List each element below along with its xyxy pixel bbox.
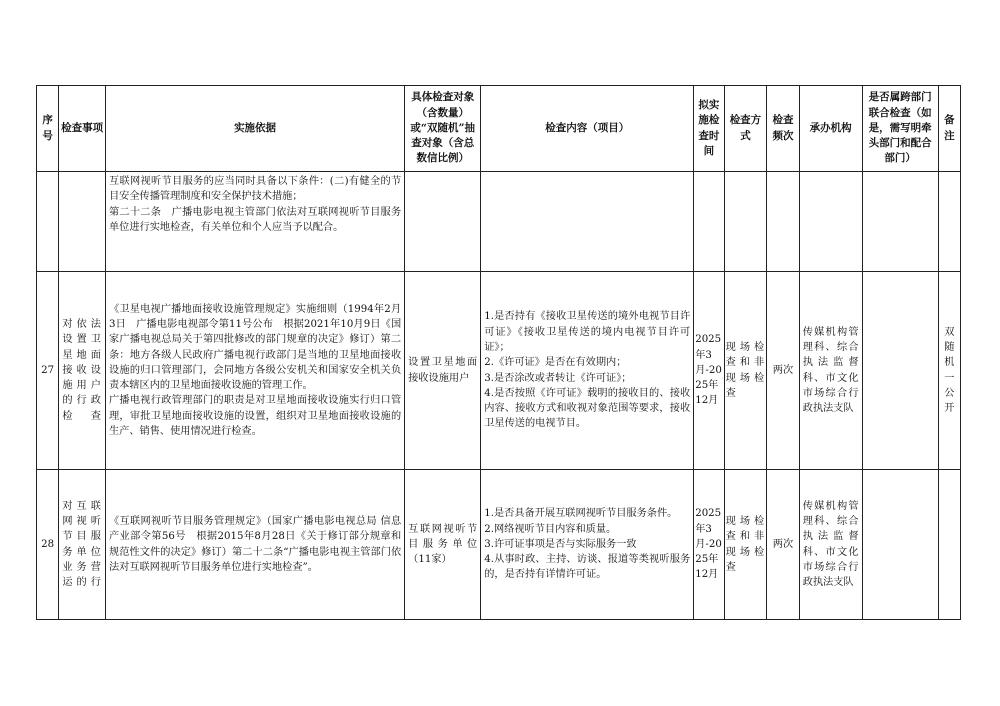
cell-method: 现场检查和非现场检查 xyxy=(724,470,767,620)
table-row xyxy=(37,172,961,272)
header-method: 检查方式 xyxy=(724,86,767,172)
cell-item: 对依法设置卫星地面接收设施用户的行政检查 xyxy=(59,272,106,470)
cell-basis: 互联网视听节目服务的应当同时具备以下条件：(二)有健全的节目安全传播管理制度和安全保护技术措施； 第二十二条 广播电影电视主管部门依法对互联网视听节目服务单位进行实地检查，有关单位和个人应当予以配合。 xyxy=(105,172,404,272)
header-object: 具体检查对象（含数量）或“双随机”抽查对象（含总数信比例） xyxy=(405,86,481,172)
header-freq: 检查频次 xyxy=(767,86,799,172)
header-time: 拟实施检查时间 xyxy=(694,86,724,172)
cell-seq: 28 xyxy=(37,470,59,620)
cell-freq: 两次 xyxy=(767,272,799,470)
cell-note xyxy=(938,172,960,272)
header-seq: 序号 xyxy=(37,86,59,172)
cell-seq: 27 xyxy=(37,272,59,470)
cell-content: 1.是否持有《接收卫星传送的境外电视节目许可证》《接收卫星传送的境内电视节目许可证》； 2.《许可证》是否在有效期内； 3.是否涂改或者转让《许可证》； 4.是否按照《许可证》载明的接收目的、接收内容、接收方式和收视对象范围等要求，接收卫星传送的电视节目。 xyxy=(481,272,694,470)
cell-freq: 两次 xyxy=(767,470,799,620)
cell-joint xyxy=(862,470,938,620)
cell-object: 设置卫星地面接收设施用户 xyxy=(405,272,481,470)
cell-content xyxy=(481,172,694,272)
table-row xyxy=(37,272,961,470)
cell-basis: 《互联网视听节目服务管理规定》（国家广播电影电视总局 信息产业部令第56号 根据2015年8月28日《关于修订部分规章和规范性文件的决定》修订）第二十二条“广播电影电视主管部门依法对互联网视听节目服务单位进行实地检查”。 xyxy=(105,470,404,620)
cell-method xyxy=(724,172,767,272)
header-org: 承办机构 xyxy=(799,86,862,172)
cell-basis xyxy=(105,272,404,470)
cell-freq xyxy=(767,172,799,272)
basis-paragraph: 《卫星电视广播地面接收设施管理规定》实施细则（1994年2月3日 广播电影电视部令第11号公布 根据2021年10月9日《国家广播电视总局关于第四批修改的部门规章的决定》修订）第二条：地方各级人民政府广播电视行政部门是当地的卫星地面接收设施的归口管理部门，会同地方各级公安机关和国家安全机关负责本辖区内的卫星地面接收设施的管理工作。 xyxy=(108,303,402,392)
header-basis: 实施依据 xyxy=(105,86,404,172)
cell-note: 双随机一公开 xyxy=(938,272,960,470)
header-item: 检查事项 xyxy=(59,86,106,172)
cell-object xyxy=(405,172,481,272)
header-row xyxy=(37,86,961,172)
basis-paragraph: 广播电视行政管理部门的职责是对卫星地面接收设施实行归口管理，审批卫星地面接收设施的设置，组织对卫星地面接收设施的生产、销售、使用情况进行检查。 xyxy=(108,395,402,438)
cell-content: 1.是否具备开展互联网视听节目服务条件。 2.网络视听节目内容和质量。 3.许可证事项是否与实际服务一致 4.从事时政、主持、访谈、报道等类视听服务的，是否持有详情许可证。 xyxy=(481,470,694,620)
cell-time: 2025年3月-2025年12月 xyxy=(694,272,724,470)
cell-org xyxy=(799,172,862,272)
cell-org: 传媒机构管理科、综合执法监督科、市文化市场综合行政执法支队 xyxy=(799,272,862,470)
header-content: 检查内容（项目） xyxy=(481,86,694,172)
cell-org: 传媒机构管理科、综合执法监督科、市文化市场综合行政执法支队 xyxy=(799,470,862,620)
cell-item: 对互联网视听节目服务单位业务营运的行 xyxy=(59,470,106,620)
inspection-plan-table xyxy=(36,85,961,620)
cell-object: 互联网视听节目服务单位（11家） xyxy=(405,470,481,620)
cell-time xyxy=(694,172,724,272)
cell-note xyxy=(938,470,960,620)
header-note: 备注 xyxy=(938,86,960,172)
cell-time: 2025年3月-2025年12月 xyxy=(694,470,724,620)
cell-seq xyxy=(37,172,59,272)
cell-item xyxy=(59,172,106,272)
cell-method: 现场检查和非现场检查 xyxy=(724,272,767,470)
cell-joint xyxy=(862,172,938,272)
table-row xyxy=(37,470,961,620)
cell-joint xyxy=(862,272,938,470)
header-joint: 是否属跨部门联合检查（如是，需写明牵头部门和配合部门） xyxy=(862,86,938,172)
